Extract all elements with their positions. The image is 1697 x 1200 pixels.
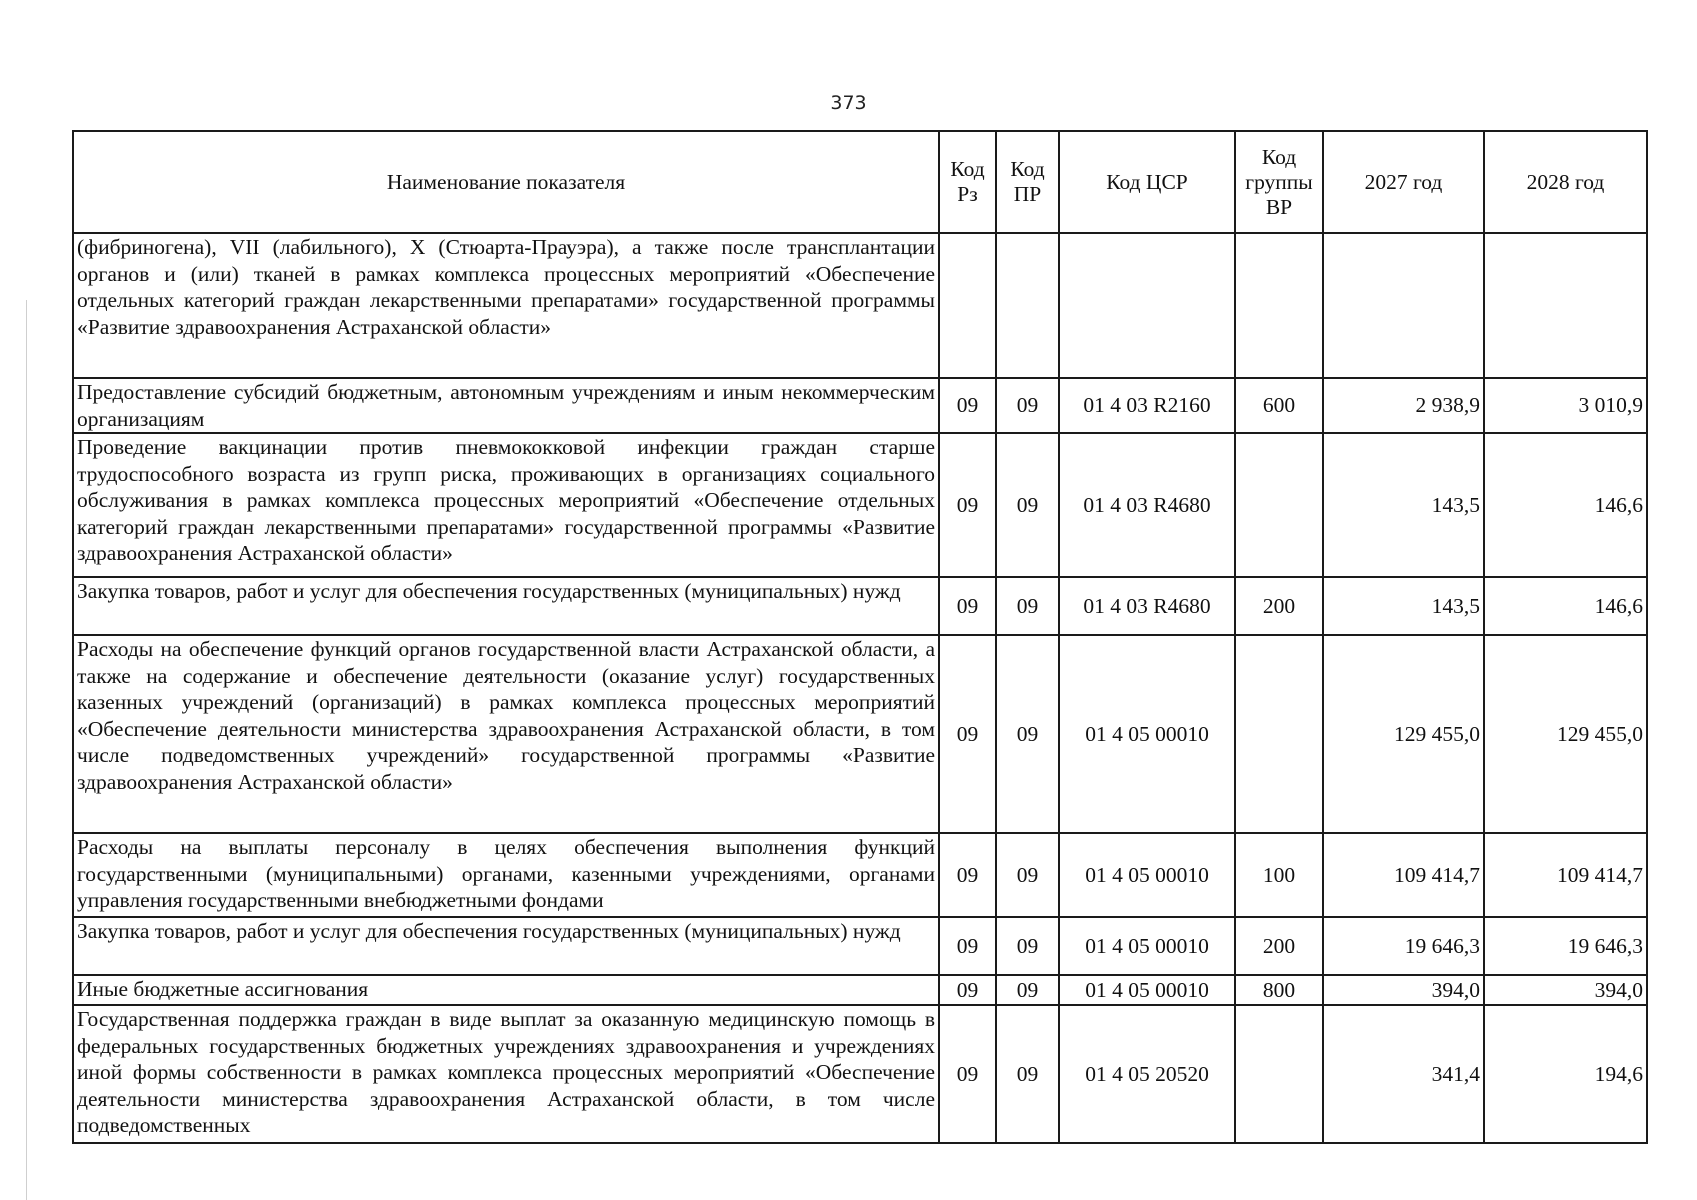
header-pr bbox=[996, 131, 1059, 233]
header-vr-line3: ВР bbox=[1265, 194, 1293, 219]
row-pr: 09 bbox=[996, 378, 1059, 433]
row-csr: 01 4 05 00010 bbox=[1059, 917, 1235, 975]
budget-table bbox=[72, 130, 1648, 1144]
row-csr bbox=[1059, 233, 1235, 378]
header-rz-line1: Код bbox=[950, 157, 985, 181]
row-name: Государственная поддержка граждан в виде выплат за оказанную медицинскую помощь в федеральных государственных бюджетных учреждениях здравоохранения и учреждениях иной формы собственности в рамках комплекса процессных мероприятий «Обеспечение деятельности министерства здравоохранения Астраханской области, в том числе подведомственных bbox=[73, 1005, 939, 1143]
row-vr: 200 bbox=[1235, 917, 1323, 975]
row-2027: 143,5 bbox=[1323, 433, 1484, 577]
row-rz: 09 bbox=[939, 917, 996, 975]
row-pr: 09 bbox=[996, 635, 1059, 833]
row-name: Расходы на выплаты персоналу в целях обеспечения выполнения функций государственными (муниципальными) органами, казенными учреждениями, органами управления государственными внебюджетными фондами bbox=[73, 833, 939, 917]
row-2028: 129 455,0 bbox=[1484, 635, 1647, 833]
header-vr-line2: группы bbox=[1245, 169, 1313, 194]
row-2027 bbox=[1323, 233, 1484, 378]
row-csr: 01 4 05 20520 bbox=[1059, 1005, 1235, 1143]
row-vr bbox=[1235, 433, 1323, 577]
row-csr: 01 4 03 R4680 bbox=[1059, 577, 1235, 635]
header-rz bbox=[939, 131, 996, 233]
page-number: 373 bbox=[830, 92, 867, 114]
header-pr-line1: Код bbox=[1010, 157, 1045, 181]
row-name: Предоставление субсидий бюджетным, автономным учреждениям и иным некоммерческим организациям bbox=[73, 378, 939, 433]
row-name: Иные бюджетные ассигнования bbox=[73, 975, 939, 1005]
table-row bbox=[73, 577, 1647, 635]
row-rz: 09 bbox=[939, 833, 996, 917]
row-csr: 01 4 05 00010 bbox=[1059, 975, 1235, 1005]
row-vr: 200 bbox=[1235, 577, 1323, 635]
row-2027: 2 938,9 bbox=[1323, 378, 1484, 433]
table-row bbox=[73, 975, 1647, 1005]
row-name: Проведение вакцинации против пневмококковой инфекции граждан старше трудоспособного возраста из групп риска, проживающих в организациях социального обслуживания в рамках комплекса процессных мероприятий «Обеспечение отдельных категорий граждан лекарственными препаратами» государственной программы «Развитие здравоохранения Астраханской области» bbox=[73, 433, 939, 577]
table-row bbox=[73, 233, 1647, 378]
row-vr bbox=[1235, 635, 1323, 833]
row-2028 bbox=[1484, 233, 1647, 378]
row-2027: 394,0 bbox=[1323, 975, 1484, 1005]
row-rz bbox=[939, 233, 996, 378]
row-vr bbox=[1235, 233, 1323, 378]
header-vr-line1: Код bbox=[1261, 144, 1297, 169]
row-csr: 01 4 05 00010 bbox=[1059, 833, 1235, 917]
table-row bbox=[73, 635, 1647, 833]
row-csr: 01 4 03 R4680 bbox=[1059, 433, 1235, 577]
row-pr: 09 bbox=[996, 577, 1059, 635]
row-pr: 09 bbox=[996, 433, 1059, 577]
row-pr: 09 bbox=[996, 975, 1059, 1005]
row-2027: 19 646,3 bbox=[1323, 917, 1484, 975]
row-csr: 01 4 05 00010 bbox=[1059, 635, 1235, 833]
row-rz: 09 bbox=[939, 378, 996, 433]
row-2027: 129 455,0 bbox=[1323, 635, 1484, 833]
header-vr bbox=[1235, 131, 1323, 233]
header-rz-line2: Рз bbox=[957, 182, 978, 206]
row-name: Расходы на обеспечение функций органов государственной власти Астраханской области, а также на содержание и обеспечение деятельности (оказание услуг) государственных казенных учреждений (организаций) в рамках комплекса процессных мероприятий «Обеспечение деятельности министерства здравоохранения Астраханской области, в том числе подведомственных учреждений» государственной программы «Развитие здравоохранения Астраханской области» bbox=[73, 635, 939, 833]
row-2028: 19 646,3 bbox=[1484, 917, 1647, 975]
row-2027: 341,4 bbox=[1323, 1005, 1484, 1143]
scan-margin-line bbox=[26, 300, 27, 1200]
row-pr: 09 bbox=[996, 1005, 1059, 1143]
row-2027: 143,5 bbox=[1323, 577, 1484, 635]
header-row bbox=[73, 131, 1647, 233]
row-vr: 800 bbox=[1235, 975, 1323, 1005]
header-csr: Код ЦСР bbox=[1059, 131, 1235, 233]
header-pr-line2: ПР bbox=[1013, 182, 1042, 206]
table-row bbox=[73, 917, 1647, 975]
row-vr: 600 bbox=[1235, 378, 1323, 433]
row-rz: 09 bbox=[939, 1005, 996, 1143]
row-rz: 09 bbox=[939, 975, 996, 1005]
row-2028: 194,6 bbox=[1484, 1005, 1647, 1143]
row-2027: 109 414,7 bbox=[1323, 833, 1484, 917]
row-2028: 3 010,9 bbox=[1484, 378, 1647, 433]
table-row bbox=[73, 433, 1647, 577]
row-2028: 146,6 bbox=[1484, 577, 1647, 635]
row-pr: 09 bbox=[996, 917, 1059, 975]
row-rz: 09 bbox=[939, 433, 996, 577]
row-name: Закупка товаров, работ и услуг для обеспечения государственных (муниципальных) нужд bbox=[73, 577, 939, 635]
row-pr: 09 bbox=[996, 833, 1059, 917]
row-name: (фибриногена), VII (лабильного), X (Стюарта-Прауэра), а также после трансплантации органов и (или) тканей в рамках комплекса процессных мероприятий «Обеспечение отдельных категорий граждан лекарственными препаратами» государственной программы «Развитие здравоохранения Астраханской области» bbox=[73, 233, 939, 378]
row-rz: 09 bbox=[939, 577, 996, 635]
row-vr: 100 bbox=[1235, 833, 1323, 917]
table-row bbox=[73, 1005, 1647, 1143]
header-name: Наименование показателя bbox=[73, 131, 939, 233]
header-2027: 2027 год bbox=[1323, 131, 1484, 233]
table-row bbox=[73, 833, 1647, 917]
row-csr: 01 4 03 R2160 bbox=[1059, 378, 1235, 433]
row-vr bbox=[1235, 1005, 1323, 1143]
row-2028: 394,0 bbox=[1484, 975, 1647, 1005]
row-pr bbox=[996, 233, 1059, 378]
row-rz: 09 bbox=[939, 635, 996, 833]
row-name: Закупка товаров, работ и услуг для обеспечения государственных (муниципальных) нужд bbox=[73, 917, 939, 975]
row-2028: 146,6 bbox=[1484, 433, 1647, 577]
row-2028: 109 414,7 bbox=[1484, 833, 1647, 917]
table-row bbox=[73, 378, 1647, 433]
header-2028: 2028 год bbox=[1484, 131, 1647, 233]
